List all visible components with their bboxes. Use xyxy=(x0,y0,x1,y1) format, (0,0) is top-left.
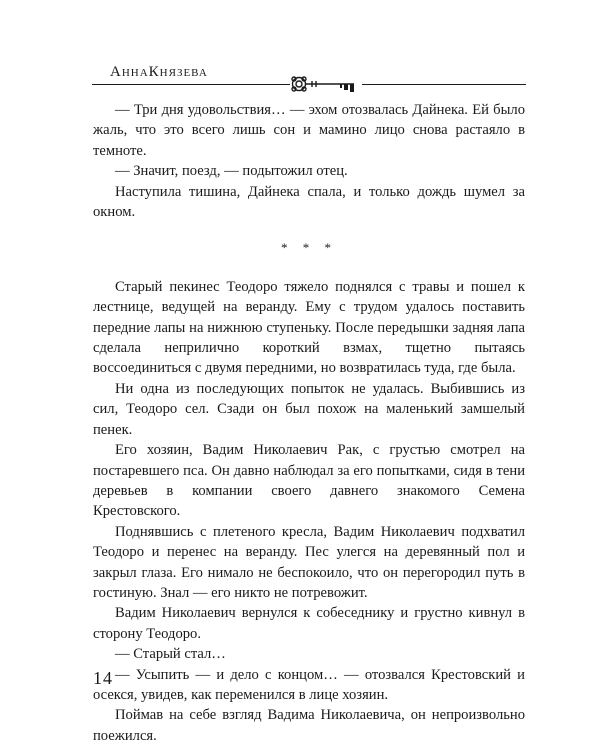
key-icon xyxy=(290,73,362,95)
paragraph: Поймав на себе взгляд Вадима Николаевича, он непроизвольно поежился. xyxy=(93,707,525,744)
page-body xyxy=(93,100,525,746)
paragraph: Старый пекинес Теодоро тяжело поднялся с травы и пошел к лестнице, ведущей на веранду. Ему с трудом удалось поставить передние лапы на нижнюю ступеньку. После передышки задняя лапа сделала неприлично короткий взмах, тщетно пытаясь воссоединиться с двумя передними, но возвратилась туда, где была. xyxy=(93,278,525,377)
page-header xyxy=(92,60,526,94)
paragraph: — Три дня удовольствия… — эхом отозвалась Дайнека. Ей было жаль, что это всего лишь сон и мамино лицо снова растаяло в темноте. xyxy=(93,102,525,159)
paragraph: Ни одна из последующих попыток не удалась. Выбившись из сил, Теодоро сел. Сзади он был похож на маленький замшелый пенек. xyxy=(93,380,525,438)
paragraph: — Усыпить — и дело с концом… — отозвался Крестовский и осекся, увидев, как переменился в лице хозяин. xyxy=(93,666,525,703)
running-head-author: АннаКнязева xyxy=(110,64,208,80)
paragraph: Наступила тишина, Дайнека спала, и только дождь шумел за окном. xyxy=(93,183,525,221)
paragraph: Поднявшись с плетеного кресла, Вадим Николаевич подхватил Теодоро и перенес на веранду. Пес улегся на деревянный пол и закрыл глаза. Его нимало не беспокоило, что он перегородил путь в гостиную. Знал — его никто не потревожит. xyxy=(93,523,525,601)
page-number: 14 xyxy=(93,668,113,688)
paragraph: — Старый стал… xyxy=(115,646,226,663)
paragraph: Его хозяин, Вадим Николаевич Рак, с грустью смотрел на постаревшего пса. Он давно наблюдал за его попытками, сидя в тени деревьев в компании своего давнего знакомого Семена Крестовского. xyxy=(93,442,525,520)
paragraph: — Значит, поезд, — подытожил отец. xyxy=(115,163,348,180)
paragraph: Вадим Николаевич вернулся к собеседнику и грустно кивнул в сторону Теодоро. xyxy=(93,605,525,642)
section-break: * * * xyxy=(281,240,337,256)
